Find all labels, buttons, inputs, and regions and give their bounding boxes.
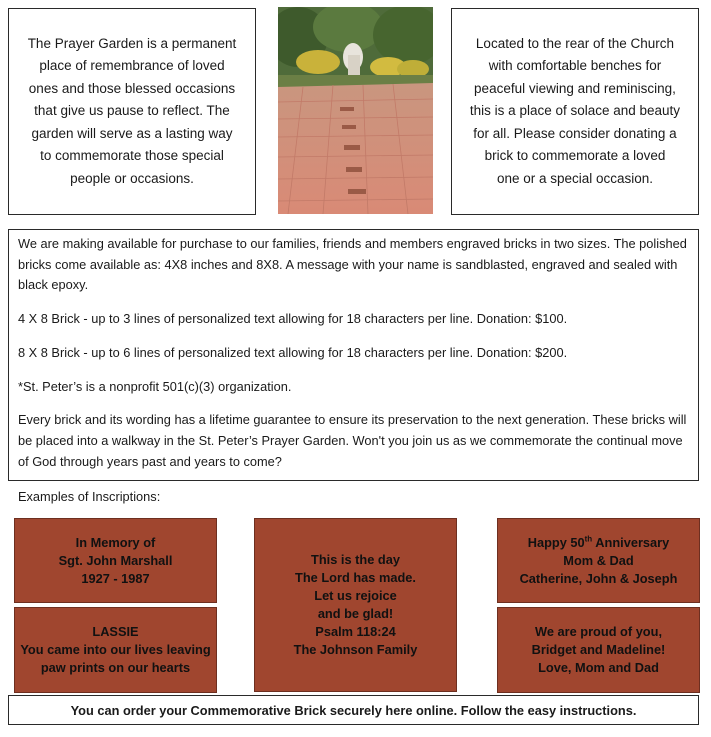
brick-example-proud <box>497 607 700 693</box>
guarantee-paragraph: Every brick and its wording has a lifetime guarantee to ensure its preservation to the next generation. These bricks will be placed into a walkway in the St. Peter’s Prayer Garden. Won't you join us as we commemorate the continual move of God through years past and years to come? <box>18 412 687 469</box>
ordinal-suffix: th <box>584 534 593 544</box>
brick-example-the-day <box>254 518 457 692</box>
large-brick-price: 8 X 8 Brick - up to 6 lines of personalized text allowing for 18 characters per line. Donation: $200. <box>18 344 568 360</box>
brick-example-anniversary <box>497 518 700 603</box>
prayer-garden-photo <box>278 7 433 214</box>
intro-left-text <box>28 33 237 191</box>
brick-line: Bridget and Madeline! <box>531 642 666 657</box>
brick-example-memory <box>14 518 217 603</box>
intro-left-line: The Prayer Garden is a permanent <box>27 35 237 51</box>
brick-line: We are proud of you, <box>534 624 663 639</box>
brick-description-box <box>8 229 699 481</box>
brick-example-lassie <box>14 607 217 693</box>
intro-left-line: garden will serve as a lasting way <box>31 125 233 141</box>
intro-right-line: this is a place of solace and beauty <box>469 103 681 119</box>
brick-line: The Johnson Family <box>293 642 418 657</box>
intro-right-line: for all. Please consider donating a <box>473 125 677 141</box>
small-brick-price: 4 X 8 Brick - up to 3 lines of personalized text allowing for 18 characters per line. Donation: $100. <box>18 311 568 327</box>
intro-left-line: that give us pause to reflect. The <box>34 103 230 119</box>
brick-line: In Memory of <box>75 534 156 550</box>
garden-walkway-image <box>278 7 433 214</box>
brick-line: Let us rejoice <box>314 588 397 603</box>
intro-left-line: to commemorate those special <box>40 148 224 164</box>
order-online-box[interactable] <box>8 695 699 725</box>
intro-right-text <box>470 33 680 191</box>
brick-line-part: Happy 50 <box>527 534 585 550</box>
brick-line: Sgt. John Marshall <box>58 552 173 568</box>
brick-line: Love, Mom and Dad <box>538 660 659 675</box>
brick-line: You came into our lives leaving <box>20 642 211 657</box>
brick-line: The Lord has made. <box>295 570 416 585</box>
intro-right-line: brick to commemorate a loved <box>484 148 666 164</box>
brick-line: Psalm 118:24 <box>315 624 396 639</box>
brick-line-part: Anniversary <box>592 534 670 550</box>
intro-left-line: ones and those blessed occasions <box>28 80 236 96</box>
order-online-text: You can order your Commemorative Brick securely here online. Follow the easy instructions. <box>70 702 637 718</box>
brick-line: LASSIE <box>92 624 139 639</box>
intro-left-line: place of remembrance of loved <box>39 58 225 74</box>
brick-line: 1927 - 1987 <box>81 570 150 586</box>
examples-label: Examples of Inscriptions: <box>18 489 161 504</box>
brick-line: and be glad! <box>317 606 394 621</box>
brick-line: paw prints on our hearts <box>40 660 191 675</box>
nonprofit-note: *St. Peter’s is a nonprofit 501(c)(3) organization. <box>18 378 292 394</box>
intro-right-line: one or a special occasion. <box>496 170 654 186</box>
intro-right-line: with comfortable benches for <box>488 58 662 74</box>
brick-line: Catherine, John & Joseph <box>519 570 678 586</box>
brick-line: This is the day <box>311 552 400 567</box>
intro-left-box <box>8 8 256 215</box>
brick-line <box>528 534 670 552</box>
intro-right-line: Located to the rear of the Church <box>475 35 675 51</box>
description-paragraph: We are making available for purchase to our families, friends and members engraved bricks in two sizes. The polished bricks come available as: 4X8 inches and 8X8. A message with your name is sandblasted, engraved and sealed with black epoxy. <box>18 236 687 293</box>
brick-line: Mom & Dad <box>563 552 634 568</box>
intro-right-box <box>451 8 699 215</box>
intro-left-line: people or occasions. <box>70 170 194 186</box>
intro-right-line: peaceful viewing and reminiscing, <box>474 80 676 96</box>
